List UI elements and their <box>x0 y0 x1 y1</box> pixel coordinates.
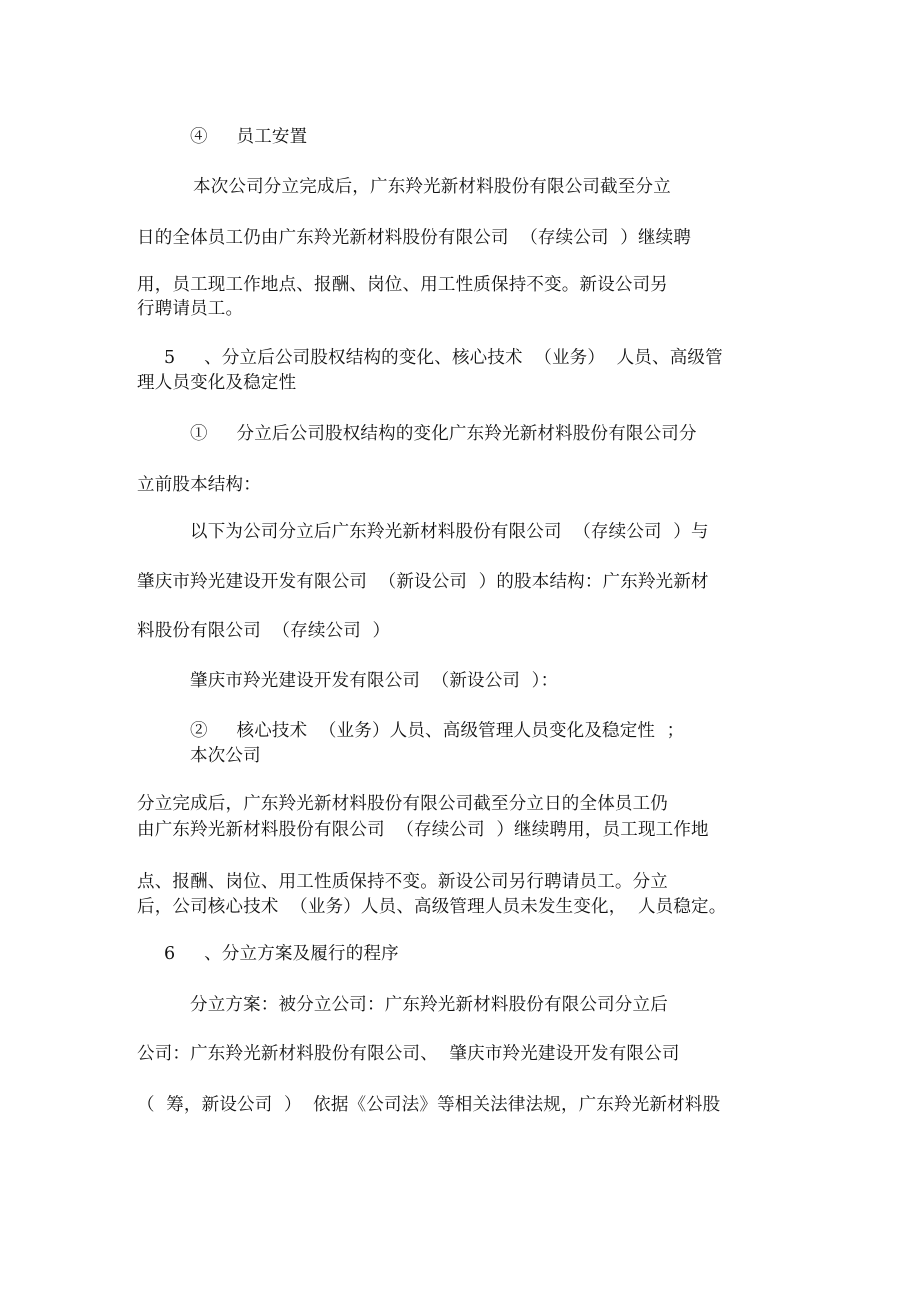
paragraph-line: 公司：广东羚光新材料股份有限公司、 肇庆市羚光建设开发有限公司 <box>137 1044 680 1064</box>
section-heading-6: 6 、分立方案及履行的程序 <box>164 944 399 964</box>
paragraph-line: 以下为公司分立后广东羚光新材料股份有限公司 （存续公司 ）与 <box>190 522 709 542</box>
paragraph-line: 由广东羚光新材料股份有限公司 （存续公司 ）继续聘用，员工现工作地 <box>137 820 709 840</box>
paragraph-line: 本次公司 <box>190 746 261 766</box>
section-heading-5: 5 、分立后公司股权结构的变化、核心技术 （业务） 人员、高级管 <box>164 348 723 368</box>
paragraph-line: 分立方案：被分立公司：广东羚光新材料股份有限公司分立后 <box>190 995 668 1015</box>
subheading-equity-structure: ① 分立后公司股权结构的变化广东羚光新材料股份有限公司分 <box>190 424 697 444</box>
paragraph-line: 后，公司核心技术 （业务）人员、高级管理人员未发生变化， 人员稳定。 <box>137 897 727 917</box>
paragraph-line: 本次公司分立完成后，广东羚光新材料股份有限公司截至分立 <box>193 177 671 197</box>
paragraph-line: 肇庆市羚光建设开发有限公司 （新设公司 ）的股本结构：广东羚光新材 <box>137 572 709 592</box>
paragraph-line: 分立完成后，广东羚光新材料股份有限公司截至分立日的全体员工仍 <box>137 794 668 814</box>
paragraph-line: 点、报酬、岗位、用工性质保持不变。新设公司另行聘请员工。分立 <box>137 872 668 892</box>
paragraph-line: 料股份有限公司 （存续公司 ） <box>137 621 391 641</box>
paragraph-line: 立前股本结构： <box>137 475 261 495</box>
paragraph-line: 肇庆市羚光建设开发有限公司 （新设公司 ）： <box>190 671 559 691</box>
paragraph-line: 行聘请员工。 <box>137 299 244 319</box>
subheading-core-personnel: ② 核心技术 （业务）人员、高级管理人员变化及稳定性 ； <box>190 721 685 741</box>
paragraph-line: 用，员工现工作地点、报酬、岗位、用工性质保持不变。新设公司另 <box>137 275 668 295</box>
heading-employee-placement: ④ 员工安置 <box>190 127 308 147</box>
paragraph-line: （ 筹，新设公司 ） 依据《公司法》等相关法律法规，广东羚光新材料股 <box>137 1095 721 1115</box>
paragraph-line: 日的全体员工仍由广东羚光新材料股份有限公司 （存续公司 ）继续聘 <box>137 228 692 248</box>
section-heading-5-cont: 理人员变化及稳定性 <box>137 373 297 393</box>
